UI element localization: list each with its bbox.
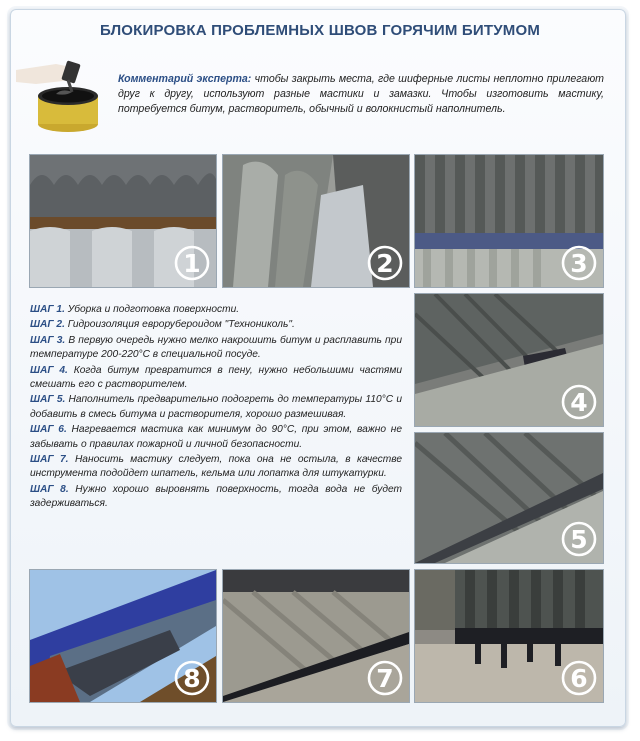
step-photo-1	[29, 154, 217, 288]
step-number-3: 3	[570, 249, 588, 278]
step-8: ШАГ 8. Нужно хорошо выровнять поверхность, тогда вода не будет задерживаться.	[30, 483, 402, 510]
step-7: ШАГ 7. Наносить мастику следует, пока она не остыла, в качестве инструмента подойдет шпатель, кельма или лопатка для штукатурки.	[30, 454, 402, 480]
step-photo-6	[414, 569, 604, 703]
step-6: ШАГ 6. Нагревается мастика как минимум до 90°С, при этом, важно не забывать о правилах пожарной и личной безопасности.	[30, 424, 402, 450]
steps-list	[30, 303, 402, 513]
expert-comment	[118, 72, 604, 117]
step-photo-2	[222, 154, 410, 288]
step-number-5: 5	[570, 525, 588, 554]
step-photo-8	[29, 569, 217, 703]
step-number-2: 2	[376, 249, 394, 278]
step-number-8: 8	[183, 664, 201, 693]
step-number-6: 6	[570, 664, 588, 693]
step-photo-5	[414, 432, 604, 564]
step-photo-7	[222, 569, 410, 703]
step-1: ШАГ 1. Уборка и подготовка поверхности.	[30, 304, 240, 315]
expert-comment-text: чтобы закрыть места, где шиферные листы неплотно прилегают друг к другу, используют разные мастики и замазки. Чтобы изготовить мастику, потребуется битум, растворитель, обычный и волокнистый наполнитель.	[118, 73, 604, 115]
step-number-4: 4	[570, 388, 588, 417]
step-4: ШАГ 4. Когда битум превратится в пену, нужно небольшими частями смешать его с растворителем.	[30, 364, 403, 391]
step-3: ШАГ 3. В первую очередь нужно мелко накрошить битум и расплавить при температуре 200-220°С в специальной посуде.	[30, 334, 402, 361]
expert-comment-label: Комментарий эксперта:	[118, 73, 252, 85]
bitumen-bucket-image	[16, 58, 114, 138]
step-5: ШАГ 5. Наполнитель предварительно подогреть до температуры 110°С и добавить в смесь битума и растворителя, хорошо размешивая.	[30, 394, 402, 420]
step-number-7: 7	[376, 664, 394, 693]
step-2: ШАГ 2. Гидроизоляция еврорубероидом "Технониколь".	[30, 319, 295, 331]
step-number-1: 1	[183, 249, 201, 278]
page-title: БЛОКИРОВКА ПРОБЛЕМНЫХ ШВОВ ГОРЯЧИМ БИТУМОМ	[99, 22, 541, 39]
step-photo-3	[414, 154, 604, 288]
step-photo-4	[414, 293, 604, 427]
